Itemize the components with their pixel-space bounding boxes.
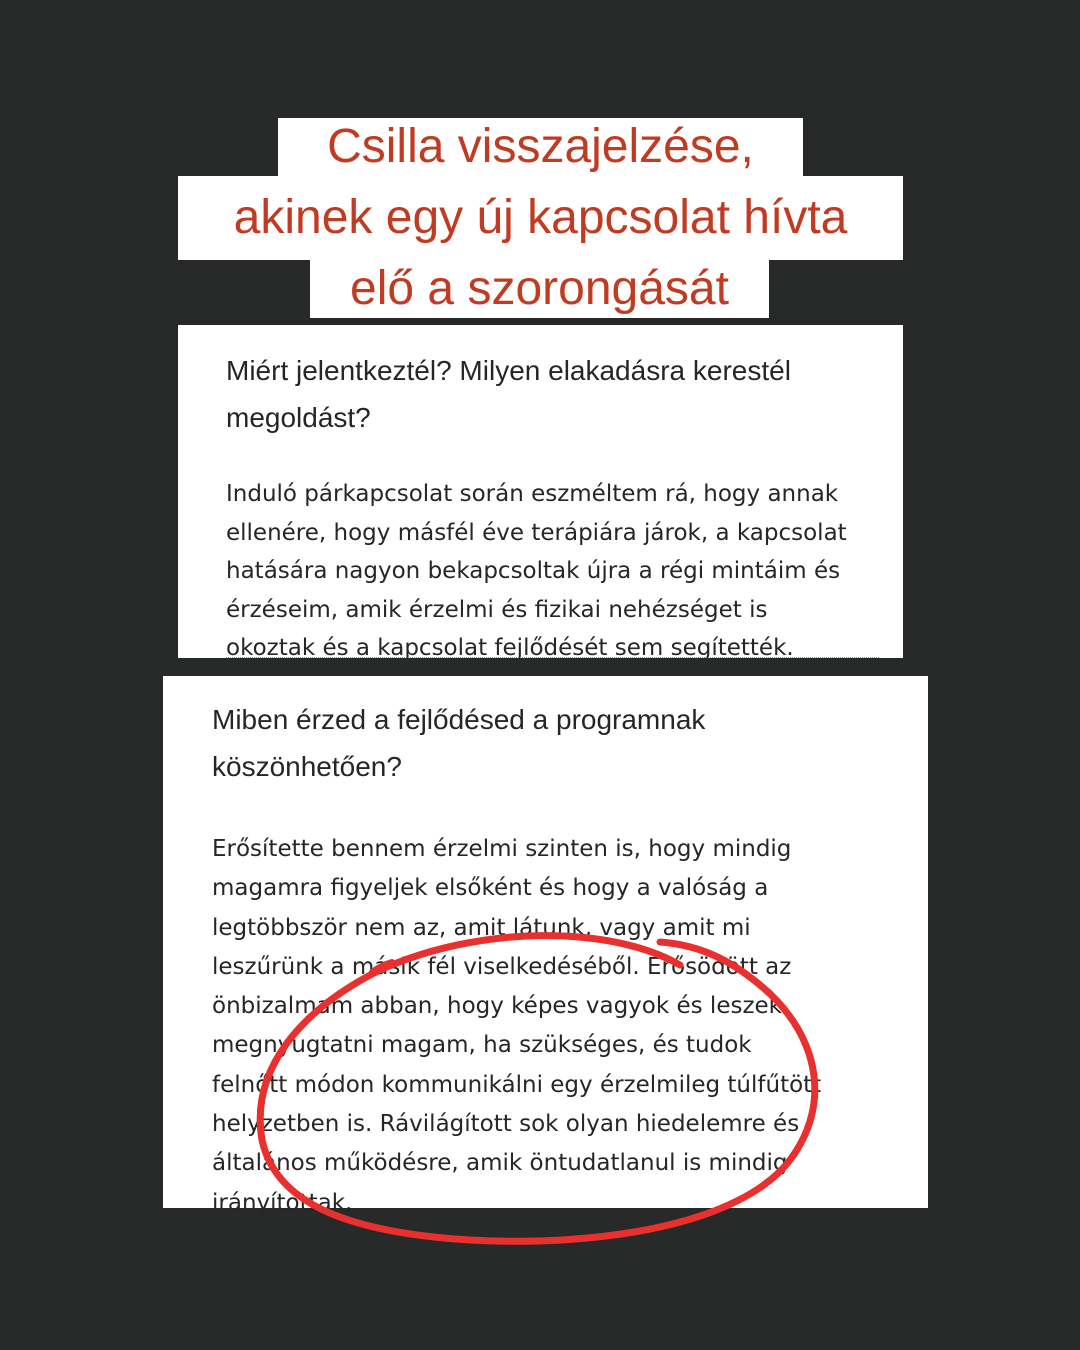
question-line: megoldást? [226, 402, 371, 433]
question-text [226, 347, 873, 441]
feedback-card-reason [178, 325, 903, 661]
question-line: köszönhetően? [212, 751, 402, 782]
dotted-divider [226, 656, 879, 658]
question-line: Miért jelentkeztél? Milyen elakadásra kerestél [226, 355, 791, 386]
answer-line: érzéseim, amik érzelmi és fizikai nehézséget is [226, 596, 768, 623]
question-line: Miben érzed a fejlődésed a programnak [212, 704, 706, 735]
answer-line: önbizalmam abban, hogy képes vagyok és leszek [212, 993, 782, 1020]
answer-line: okoztak és a kapcsolat fejlődését sem segítették. [226, 635, 794, 661]
answer-line: leszűrünk a másik fél viselkedéséből. Erősödött az [212, 953, 792, 980]
title-line-3: elő a szorongását [310, 260, 769, 318]
answer-line: magamra figyeljek elsőként és hogy a valóság a [212, 875, 769, 902]
feedback-card-progress [163, 676, 928, 1216]
answer-line: irányítottak. [212, 1189, 353, 1216]
question-text [212, 696, 888, 790]
answer-line: legtöbbször nem az, amit látunk, vagy amit mi [212, 914, 751, 941]
answer-line: általános működésre, amik öntudatlanul is mindig [212, 1150, 788, 1177]
answer-line: ellenére, hogy másfél éve terápiára járok, a kapcsolat [226, 519, 847, 546]
answer-text [212, 830, 888, 1223]
answer-line: Erősítette bennem érzelmi szinten is, hogy mindig [212, 836, 792, 862]
answer-line: Induló párkapcsolat során eszméltem rá, hogy annak [226, 481, 839, 507]
title-line-2: akinek egy új kapcsolat hívta [178, 176, 903, 260]
answer-line: megnyugtatni magam, ha szükséges, és tudok [212, 1032, 752, 1059]
answer-line: helyzetben is. Rávilágított sok olyan hiedelemre és [212, 1111, 800, 1138]
answer-text [226, 475, 873, 668]
title-line-1: Csilla visszajelzése, [278, 118, 803, 176]
answer-line: hatására nagyon bekapcsoltak újra a régi mintáim és [226, 558, 841, 584]
answer-line: felnőtt módon kommunikálni egy érzelmileg túlfűtött [212, 1071, 822, 1098]
